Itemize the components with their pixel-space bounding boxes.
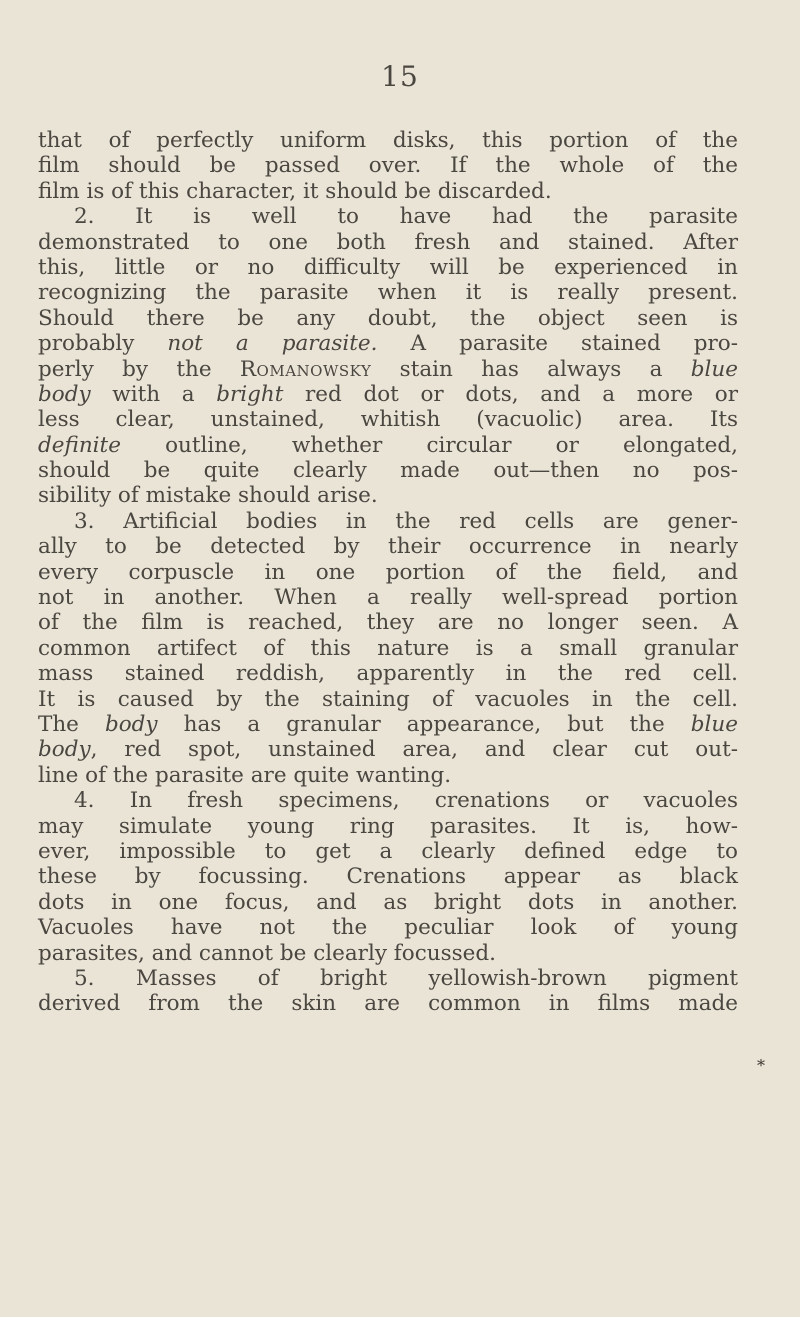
text-line (38, 712, 738, 737)
paragraph-5-start: 5. Masses of bright yellowish-brown pigment (74, 965, 738, 991)
text-line: less clear, unstained, whitish (vacuolic) area. Its (38, 407, 738, 433)
body-text (38, 128, 738, 1017)
text-line: may simulate young ring parasites. It is, how- (38, 813, 738, 839)
text-run: perly by the (38, 356, 240, 382)
italic-phrase: body (38, 737, 91, 763)
text-run: outline, whether circular or elongated, (120, 432, 738, 458)
text-line: that of perfectly uniform disks, this portion of the (38, 128, 738, 153)
text-line: line of the parasite are quite wanting. (38, 762, 452, 788)
text-line (38, 433, 738, 458)
italic-phrase: blue (690, 711, 738, 737)
text-line (38, 331, 738, 356)
text-line: Vacuoles have not the peculiar look of young (38, 915, 738, 941)
text-line: common artifect of this nature is a small granular (38, 635, 738, 661)
text-line: not in another. When a really well-spread portion (38, 585, 738, 611)
text-line: dots in one focus, and as bright dots in another. (38, 889, 738, 915)
text-line: every corpuscle in one portion of the field, and (38, 559, 738, 585)
text-line: Should there be any doubt, the object seen is (38, 305, 738, 331)
text-line: ever, impossible to get a clearly defined edge to (38, 838, 738, 864)
text-line: It is caused by the staining of vacuoles in the cell. (38, 686, 738, 712)
italic-phrase: body (104, 711, 158, 737)
text-run: probably (38, 331, 168, 357)
text-line: recognizing the parasite when it is really present. (38, 280, 738, 306)
paragraph-3-start: 3. Artificial bodies in the red cells are gener- (74, 508, 738, 534)
text-line: parasites, and cannot be clearly focussed. (38, 940, 496, 966)
italic-phrase: not a parasite. (167, 331, 378, 357)
text-line: film is of this character, it should be discarded. (38, 178, 552, 204)
stray-ink-mark: * (757, 1056, 765, 1075)
text-run: stain has always a (371, 356, 691, 382)
text-line: this, little or no difficulty will be experienced in (38, 254, 738, 280)
italic-phrase: body (38, 381, 91, 407)
text-run: with a (90, 381, 217, 407)
text-line: sibility of mistake should arise. (38, 483, 378, 509)
page-number: 15 (381, 60, 419, 93)
text-line (38, 382, 738, 407)
small-caps-name: Romanowsky (239, 356, 372, 382)
text-line (38, 357, 738, 382)
text-line: mass stained reddish, apparently in the red cell. (38, 661, 738, 687)
text-line: ally to be detected by their occurrence in nearly (38, 534, 738, 560)
paragraph-2-start: 2. It is well to have had the parasite (74, 204, 738, 230)
text-line: film should be passed over. If the whole of the (38, 153, 738, 179)
text-run: red dot or dots, and a more or (283, 381, 738, 407)
text-line: should be quite clearly made out—then no pos- (38, 458, 738, 484)
text-line: of the film is reached, they are no longer seen. A (38, 610, 738, 636)
text-line: derived from the skin are common in films made (38, 991, 738, 1017)
text-run: has a granular appearance, but the (157, 711, 691, 737)
text-run: , red spot, unstained area, and clear cut out- (90, 737, 738, 763)
text-line (38, 737, 738, 762)
italic-phrase: blue (690, 356, 738, 382)
text-run: The (38, 711, 105, 737)
text-line: these by focussing. Crenations appear as black (38, 864, 738, 890)
italic-phrase: bright (216, 381, 284, 407)
text-run: A parasite stained pro- (377, 331, 739, 357)
italic-phrase: definite (38, 432, 121, 458)
paragraph-4-start: 4. In fresh specimens, crenations or vacuoles (74, 788, 738, 814)
text-line: demonstrated to one both fresh and stained. After (38, 229, 738, 255)
